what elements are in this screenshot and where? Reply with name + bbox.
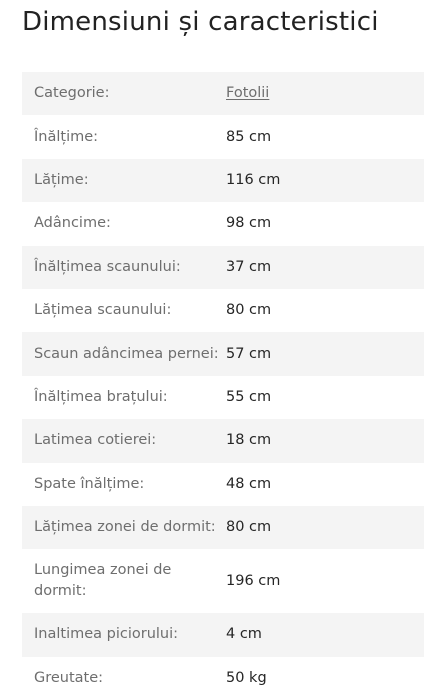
spec-row-depth [22, 202, 424, 245]
spec-row-sleep-length [22, 549, 424, 613]
spec-row-arm-height [22, 376, 424, 419]
spec-row-height [22, 115, 424, 158]
spec-row-weight [22, 657, 424, 700]
spec-row-armrest-width [22, 419, 424, 462]
spec-value: 80 cm [226, 519, 272, 536]
spec-row-cushion-depth [22, 332, 424, 375]
spec-value: 48 cm [226, 475, 272, 492]
spec-value: 50 kg [226, 669, 267, 686]
spec-value: 196 cm [226, 572, 281, 589]
spec-row-back-height [22, 463, 424, 506]
spec-row-leg-height [22, 613, 424, 656]
spec-label: Înălțimea scaunului: [34, 258, 181, 275]
spec-value: 85 cm [226, 128, 272, 145]
spec-label: Lățime: [34, 171, 89, 188]
spec-row-seat-height [22, 246, 424, 289]
category-link[interactable]: Fotolii [226, 85, 270, 102]
spec-value: 98 cm [226, 215, 272, 232]
spec-value: 80 cm [226, 302, 272, 319]
spec-value: 37 cm [226, 258, 272, 275]
spec-label: Categorie: [34, 85, 110, 102]
spec-value: 116 cm [226, 171, 281, 188]
spec-row-sleep-width [22, 506, 424, 549]
spec-label: Adâncime: [34, 215, 111, 232]
spec-label: Lățimea scaunului: [34, 302, 172, 319]
spec-label: Spate înălțime: [34, 475, 145, 492]
spec-label: Scaun adâncimea pernei: [34, 345, 219, 362]
spec-label: Înălțime: [34, 128, 99, 145]
specs-table [22, 72, 424, 700]
spec-row-width [22, 159, 424, 202]
spec-label: Latimea cotierei: [34, 432, 157, 449]
spec-value: 18 cm [226, 432, 272, 449]
spec-value: 55 cm [226, 388, 272, 405]
spec-label: Lungimea zonei de dormit: [34, 562, 172, 600]
section-title: Dimensiuni și caracteristici [22, 7, 379, 37]
spec-value: 57 cm [226, 345, 272, 362]
spec-row-seat-width [22, 289, 424, 332]
spec-value: 4 cm [226, 626, 262, 643]
spec-row-category [22, 72, 424, 115]
spec-label: Lățimea zonei de dormit: [34, 519, 216, 536]
spec-label: Înălțimea brațului: [34, 388, 168, 405]
spec-label: Inaltimea piciorului: [34, 626, 179, 643]
spec-label: Greutate: [34, 669, 104, 686]
